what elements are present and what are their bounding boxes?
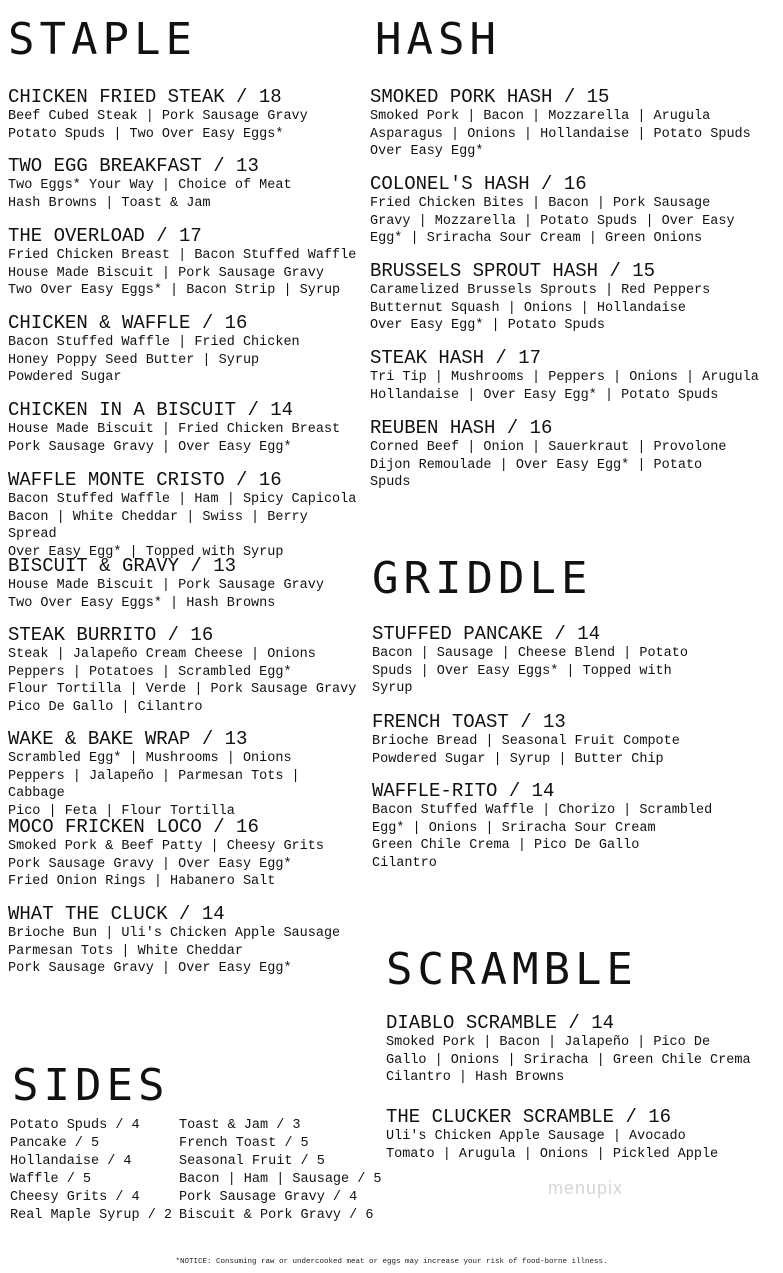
- item-description: Steak | Jalapeño Cream Cheese | Onions Peppers | Potatoes | Scrambled Egg* Flour Tortilla | Verde | Pork Sausage Gravy Pico De Gallo | Cilantro: [8, 647, 357, 715]
- menu-item: [8, 469, 363, 560]
- food-safety-notice: *NOTICE: Consuming raw or undercooked meat or eggs may increase your risk of food-borne illness.: [175, 1258, 608, 1266]
- griddle-section: [372, 553, 777, 875]
- item-description: House Made Biscuit | Fried Chicken Breast Pork Sausage Gravy | Over Easy Egg*: [8, 422, 341, 455]
- side-item: Biscuit & Pork Gravy / 6: [179, 1208, 374, 1223]
- item-description: Brioche Bun | Uli's Chicken Apple Sausage Parmesan Tots | White Cheddar Pork Sausage Gravy | Over Easy Egg*: [8, 926, 341, 976]
- griddle-list: [372, 623, 777, 875]
- hash-title: HASH: [375, 14, 501, 65]
- side-item: Bacon | Ham | Sausage / 5: [179, 1172, 382, 1187]
- scramble-list: [386, 1012, 781, 1166]
- item-description: Brioche Bread | Seasonal Fruit Compote Powdered Sugar | Syrup | Butter Chip: [372, 734, 680, 767]
- item-description: Bacon Stuffed Waffle | Ham | Spicy Capicola Bacon | White Cheddar | Swiss | Berry Spread Over Easy Egg* | Topped with Syrup: [8, 492, 357, 560]
- scramble-title: SCRAMBLE: [386, 944, 638, 995]
- sides-right-list: [179, 1117, 382, 1225]
- item-title: THE OVERLOAD / 17: [8, 225, 202, 247]
- staple-section: [8, 14, 363, 990]
- item-description: Fried Chicken Bites | Bacon | Pork Sausage Gravy | Mozzarella | Potato Spuds | Over Easy Egg* | Sriracha Sour Cream | Green Onions: [370, 196, 735, 246]
- item-description: Corned Beef | Onion | Sauerkraut | Provolone Dijon Remoulade | Over Easy Egg* | Potato Spuds: [370, 440, 727, 490]
- menu-item: [386, 1012, 781, 1106]
- side-item: Potato Spuds / 4: [10, 1118, 140, 1133]
- menu-item: [8, 903, 363, 990]
- menu-item: [370, 417, 780, 492]
- item-title: BRUSSELS SPROUT HASH / 15: [370, 260, 656, 282]
- menu-item: [8, 555, 363, 624]
- item-description: Caramelized Brussels Sprouts | Red Peppers Butternut Squash | Onions | Hollandaise Over Easy Egg* | Potato Spuds: [370, 283, 711, 333]
- item-title: REUBEN HASH / 16: [370, 417, 553, 439]
- item-title: WAFFLE-RITO / 14: [372, 780, 555, 802]
- item-description: Uli's Chicken Apple Sausage | Avocado Tomato | Arugula | Onions | Pickled Apple: [386, 1129, 719, 1162]
- side-item: Pork Sausage Gravy / 4: [179, 1190, 358, 1205]
- hash-list: [370, 86, 780, 492]
- item-description: Bacon Stuffed Waffle | Chorizo | Scrambled Egg* | Onions | Sriracha Sour Cream Green Chile Crema | Pico De Gallo Cilantro: [372, 803, 713, 871]
- griddle-title: GRIDDLE: [372, 553, 593, 604]
- item-description: Two Eggs* Your Way | Choice of Meat Hash Browns | Toast & Jam: [8, 178, 292, 211]
- menu-item: [8, 728, 363, 819]
- watermark: menupix: [548, 1178, 624, 1198]
- sides-title: SIDES: [12, 1060, 170, 1111]
- side-item: Waffle / 5: [10, 1172, 92, 1187]
- side-item: Hollandaise / 4: [10, 1154, 132, 1169]
- side-item: Seasonal Fruit / 5: [179, 1154, 325, 1169]
- item-description: Scrambled Egg* | Mushrooms | Onions Peppers | Jalapeño | Parmesan Tots | Cabbage Pico | Feta | Flour Tortilla: [8, 751, 300, 819]
- item-title: THE CLUCKER SCRAMBLE / 16: [386, 1106, 672, 1128]
- menu-item: [370, 173, 780, 260]
- item-description: Smoked Pork | Bacon | Jalapeño | Pico De Gallo | Onions | Sriracha | Green Chile Crema Cilantro | Hash Browns: [386, 1035, 751, 1085]
- menu-item: [370, 260, 780, 347]
- item-description: Tri Tip | Mushrooms | Peppers | Onions | Arugula Hollandaise | Over Easy Egg* | Potato Spuds: [370, 370, 759, 403]
- item-title: WAKE & BAKE WRAP / 13: [8, 728, 248, 750]
- item-description: Fried Chicken Breast | Bacon Stuffed Waffle House Made Biscuit | Pork Sausage Gravy Two Over Easy Eggs* | Bacon Strip | Syrup: [8, 248, 357, 298]
- item-title: WAFFLE MONTE CRISTO / 16: [8, 469, 282, 491]
- item-description: Bacon | Sausage | Cheese Blend | Potato Spuds | Over Easy Eggs* | Topped with Syrup: [372, 646, 688, 696]
- item-description: Bacon Stuffed Waffle | Fried Chicken Honey Poppy Seed Butter | Syrup Powdered Sugar: [8, 335, 300, 385]
- item-title: SMOKED PORK HASH / 15: [370, 86, 610, 108]
- item-title: TWO EGG BREAKFAST / 13: [8, 155, 259, 177]
- menu-item: [8, 312, 363, 399]
- item-title: STEAK HASH / 17: [370, 347, 542, 369]
- item-description: House Made Biscuit | Pork Sausage Gravy Two Over Easy Eggs* | Hash Browns: [8, 578, 324, 611]
- item-description: Beef Cubed Steak | Pork Sausage Gravy Potato Spuds | Two Over Easy Eggs*: [8, 109, 308, 142]
- item-description: Smoked Pork & Beef Patty | Cheesy Grits Pork Sausage Gravy | Over Easy Egg* Fried Onion Rings | Habanero Salt: [8, 839, 324, 889]
- menu-item: [370, 347, 780, 417]
- item-title: WHAT THE CLUCK / 14: [8, 903, 225, 925]
- item-title: MOCO FRICKEN LOCO / 16: [8, 816, 259, 838]
- menu-item: [8, 86, 363, 155]
- side-item: Pancake / 5: [10, 1136, 100, 1151]
- menu-item: [372, 780, 777, 875]
- item-title: COLONEL'S HASH / 16: [370, 173, 587, 195]
- menu-item: [370, 86, 780, 173]
- item-title: BISCUIT & GRAVY / 13: [8, 555, 237, 577]
- side-item: Cheesy Grits / 4: [10, 1190, 140, 1205]
- menu-item: [8, 155, 363, 225]
- item-title: CHICKEN IN A BISCUIT / 14: [8, 399, 294, 421]
- hash-section: [370, 14, 780, 492]
- side-item: French Toast / 5: [179, 1136, 309, 1151]
- item-title: CHICKEN FRIED STEAK / 18: [8, 86, 282, 108]
- staple-title: STAPLE: [8, 14, 197, 65]
- menu-item: [8, 399, 363, 469]
- item-title: STUFFED PANCAKE / 14: [372, 623, 601, 645]
- sides-section: [12, 1060, 382, 1111]
- scramble-section: [386, 944, 781, 1166]
- sides-left-list: [10, 1117, 172, 1225]
- side-item: Toast & Jam / 3: [179, 1118, 301, 1133]
- menu-item: [8, 225, 363, 312]
- menu-item: [8, 816, 363, 903]
- item-title: DIABLO SCRAMBLE / 14: [386, 1012, 615, 1034]
- menu-item: [386, 1106, 781, 1166]
- staple-list: [8, 86, 363, 990]
- item-title: CHICKEN & WAFFLE / 16: [8, 312, 248, 334]
- item-description: Smoked Pork | Bacon | Mozzarella | Arugula Asparagus | Onions | Hollandaise | Potato Spuds Over Easy Egg*: [370, 109, 751, 159]
- menu-item: [8, 624, 363, 728]
- menu-item: [372, 623, 777, 711]
- item-title: STEAK BURRITO / 16: [8, 624, 214, 646]
- side-item: Real Maple Syrup / 2: [10, 1208, 173, 1223]
- item-title: FRENCH TOAST / 13: [372, 711, 566, 733]
- menu-item: [372, 711, 777, 780]
